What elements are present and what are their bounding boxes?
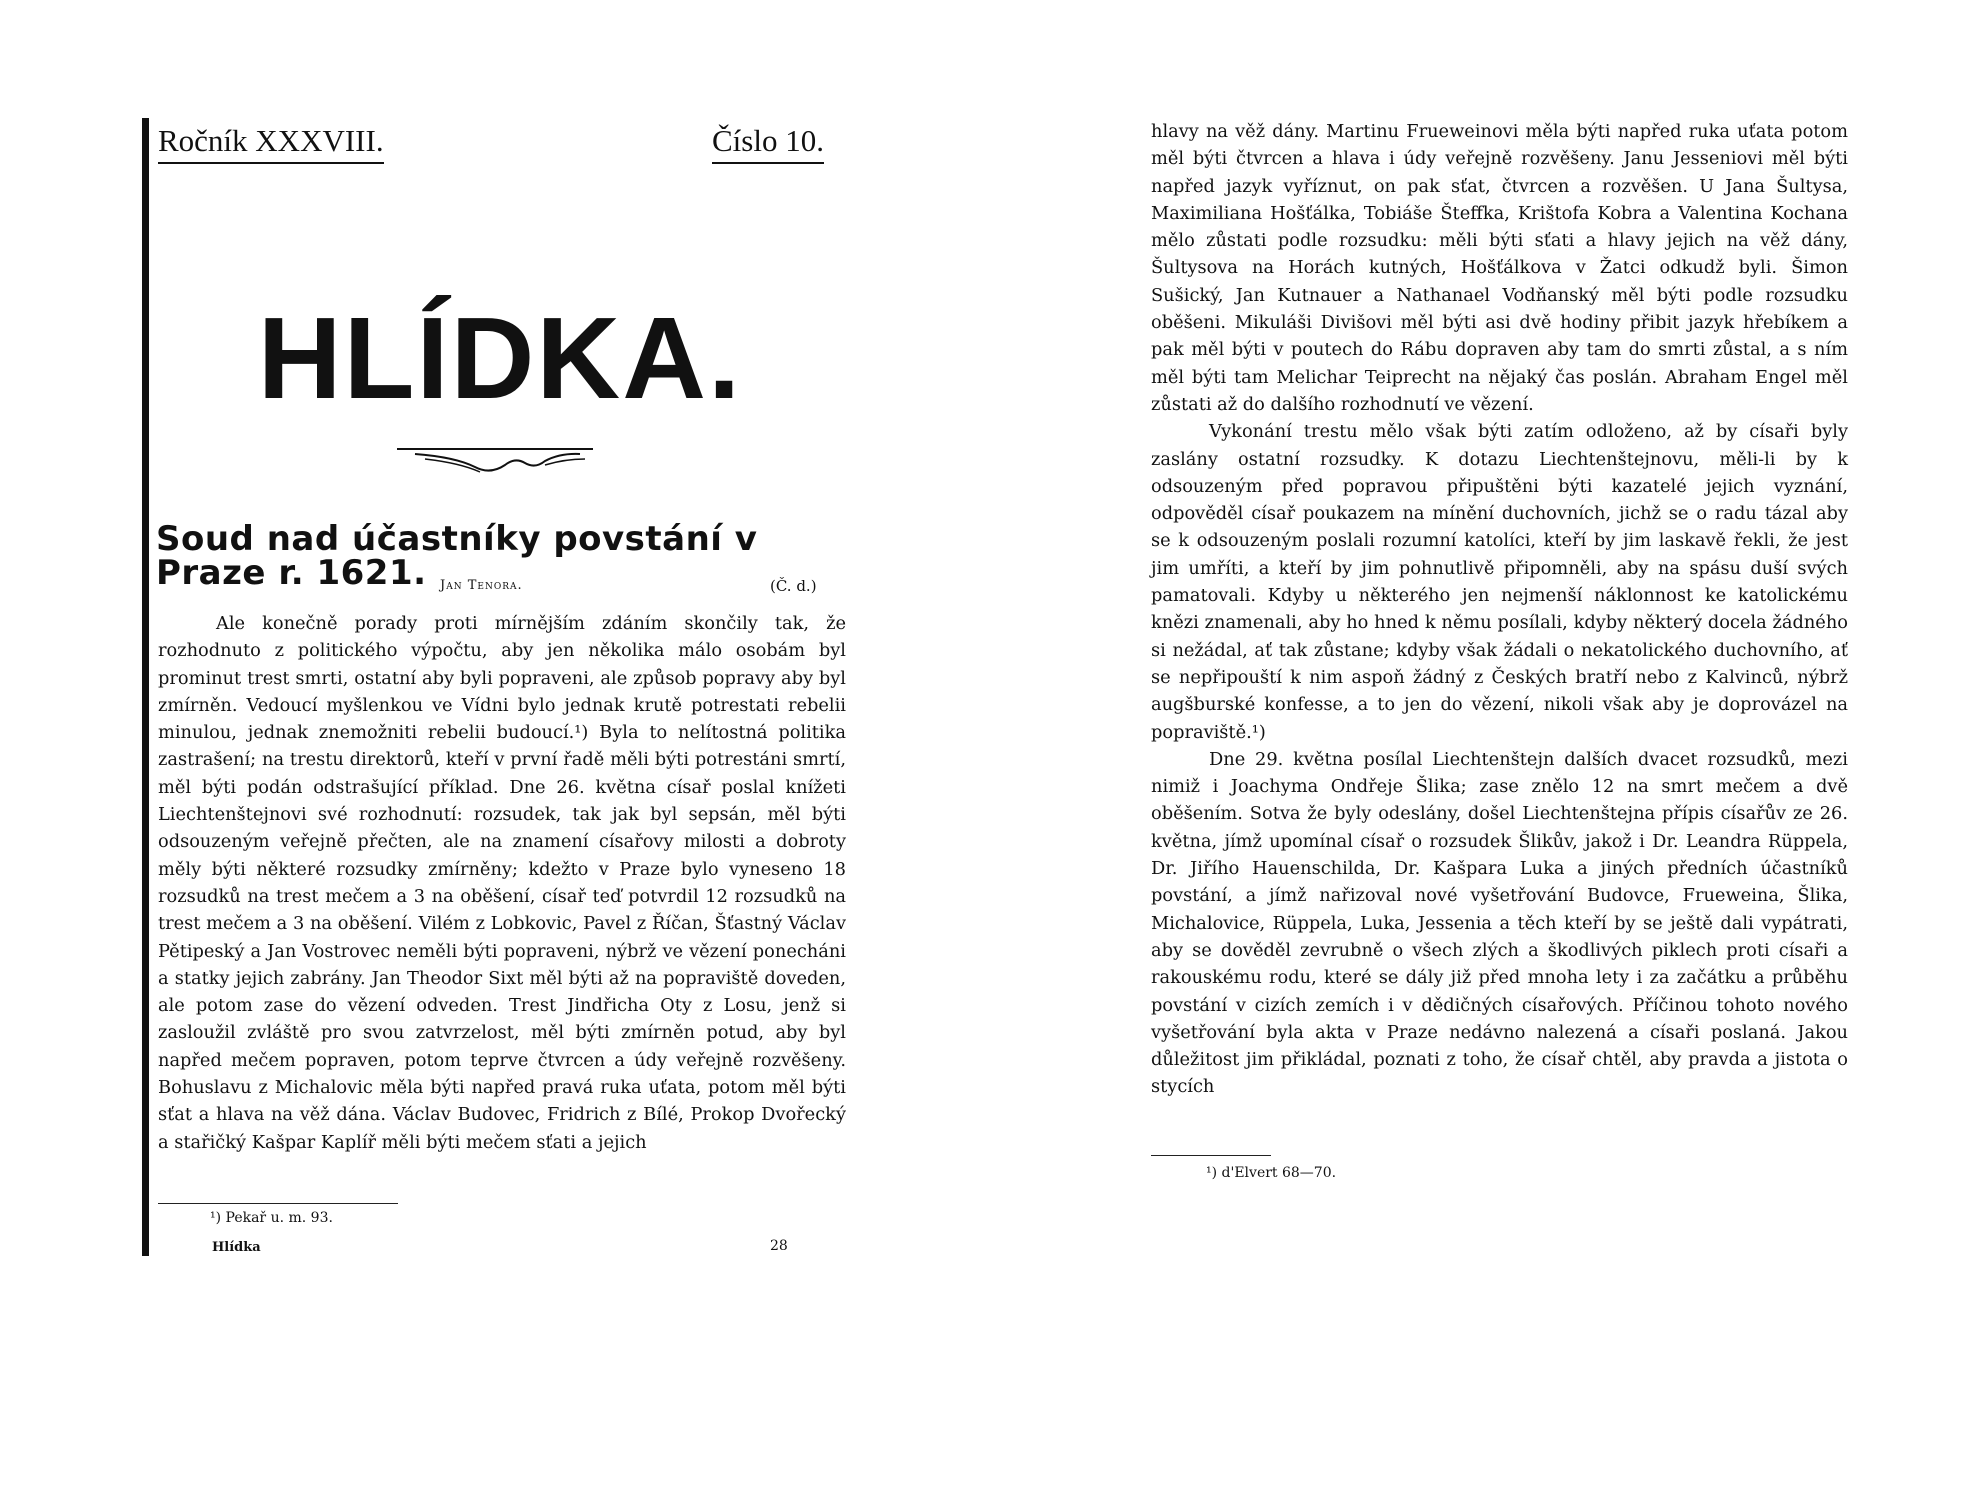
article-body-right [1151,118,1848,1101]
journal-masthead: HLÍDKA. [257,293,743,423]
ornament-divider-icon [395,445,595,479]
issue-heading: Číslo 10. [712,124,824,164]
article-title: Soud nad účastníky povstání v Praze r. 1621. [156,519,758,593]
article-author: Jan Tenora. [440,578,523,593]
footnote: ¹) Pekař u. m. 93. [210,1210,333,1226]
volume-heading: Ročník XXXVIII. [158,124,384,164]
paragraph: Dne 29. května posílal Liechtenštejn dalších dvacet rozsudků, mezi nimiž i Joachyma Ondřeje Šlika; zase znělo 12 na smrt mečem a dvě oběšením. Sotva že byly odeslány, došel Liechtenštejna přípis císařův ze 26. května, jímž upomínal císař o rozsudek Šlikův, jakož i Dr. Leandra Rüppela, Dr. Jiřího Hauenschilda, Dr. Kašpara Luka a jiných předních účastníků povstání, a jímž nařizoval nové vyšetřování Budovce, Frueweina, Šlika, Michalovice, Rüppela, Luka, Jessenia a těch kteří by se ještě dali vypátrati, aby se dověděl zevrubně o všech zlých a škodlivých piklech proti císaři a rakouskému rodu, které se dály již před mnoha lety i za začátku a průběhu povstání v cizích zemích i v dědičných císařových. Příčinou tohoto nového vyšetřování byla akta v Praze nedávno nalezená a císaři poslaná. Jakou důležitost jim přikládal, poznati z toho, že císař chtěl, aby pravda a jistota o stycích [1151,748,1848,1098]
footnote-rule [1151,1155,1271,1156]
footnote: ¹) d'Elvert 68—70. [1206,1165,1337,1181]
paragraph: Vykonání trestu mělo však býti zatím odloženo, až by císaři byly zaslány ostatní rozsudky. K dotazu Liechtenštejnovu, měli-li by k odsouzeným před popravou připuštěni býti kazatelé jejich vyznání, odpověděl císař poukazem na mínění duchovních, jichž se o radu tázal aby se k odsouzeným poslali rozumní katolíci, kteří by jim laskavě řekli, že jest jim umříti, a kteří by jim pohnutlivě připomněli, aby na spásu duší svých pamatovali. Kdyby u některého jen nejmenší náklonnost ke katolickému knězi znamenali, aby ho hned k němu posílali, kdyby některý docela žádného si nežádal, ať tak zůstane; kdyby však žádali o nekatolického duchovního, ať se nepřipouští k nim aspoň žádný z Českých bratří nebo z Kalvinců, nýbrž augšburské konfesse, a to jen do vězení, nikoli však aby je doprovázel na popraviště.¹) [1151,421,1848,743]
article-body-left [158,610,846,1156]
margin-bar [142,118,149,1256]
continuation-note: (Č. d.) [770,577,817,595]
footer-journal-name: Hlídka [212,1240,261,1255]
page-number: 28 [770,1238,788,1254]
paragraph: hlavy na věž dány. Martinu Frueweinovi měla býti napřed ruka uťata potom měl býti čtvrcen a hlava i údy veřejně rozvěšeny. Janu Jesseniovi měl býti napřed jazyk vyříznut, on pak sťat, čtvrcen a rozvěšen. U Jana Šultysa, Maximiliana Hošťálka, Tobiáše Šteffka, Krištofa Kobra a Valentina Kochana mělo zůstati podle rozsudku: měli býti sťati a hlavy jejich na věž dány, Šultysova na Horách kutných, Hošťálkova v Žatci odkudž byli. Šimon Sušický, Jan Kutnauer a Nathanael Vodňanský měl býti podle rozsudku oběšeni. Mikuláši Divišovi měl býti asi dvě hodiny přibit jazyk hřebíkem a pak měl býti v poutech do Rábu dopraven aby tam do smrti zůstal, a s ním měl býti tam Melichar Teiprecht na nějaký čas poslán. Abraham Engel měl zůstati až do dalšího rozhodnutí ve vězení. [1151,121,1848,415]
paragraph: Ale konečně porady proti mírnějším zdáním skončily tak, že rozhodnuto z politického výpočtu, aby jen několika málo osobám byl prominut trest smrti, ostatní aby byli popraveni, ale způsob popravy aby byl zmírněn. Vedoucí myšlenkou ve Vídni bylo jednak krutě potrestati rebelii minulou, jednak znemožniti rebelii budoucí.¹) Byla to nelítostná politika zastrašení; na trestu direktorů, kteří v první řadě měli býti potrestáni smrtí, měl býti podán odstrašující příklad. Dne 26. května císař poslal knížeti Liechtenštejnovi své rozhodnutí: rozsudek, tak jak byl sepsán, měl býti odsouzeným veřejně přečten, ale na znamení císařovy milosti a dobroty měly býti některé rozsudky zmírněny; kdežto v Praze bylo vyneseno 18 rozsudků na trest mečem a 3 na oběšení, císař teď potvrdil 12 rozsudků na trest mečem a 3 na oběšení. Vilém z Lobkovic, Pavel z Říčan, Šťastný Václav Pětipeský a Jan Vostrovec neměli býti popraveni, nýbrž ve vězení ponecháni a statky jejich zabrány. Jan Theodor Sixt měl býti až na popraviště doveden, ale potom zase do vězení odveden. Trest Jindřicha Oty z Losu, jenž si zasloužil zvláště pro svou zatvrzelost, měl býti zmírněn potud, aby byl napřed mečem popraven, potom teprve čtvrcen a údy veřejně rozvěšeny. Bohuslavu z Michalovic měla býti napřed pravá ruka uťata, potom měl býti sťat a hlava na věž dána. Václav Budovec, Fridrich z Bílé, Prokop Dvořecký a stařičký Kašpar Kaplíř měli býti mečem sťati a jejich [158,613,846,1153]
footnote-rule [158,1203,398,1204]
right-page [991,0,1982,1500]
